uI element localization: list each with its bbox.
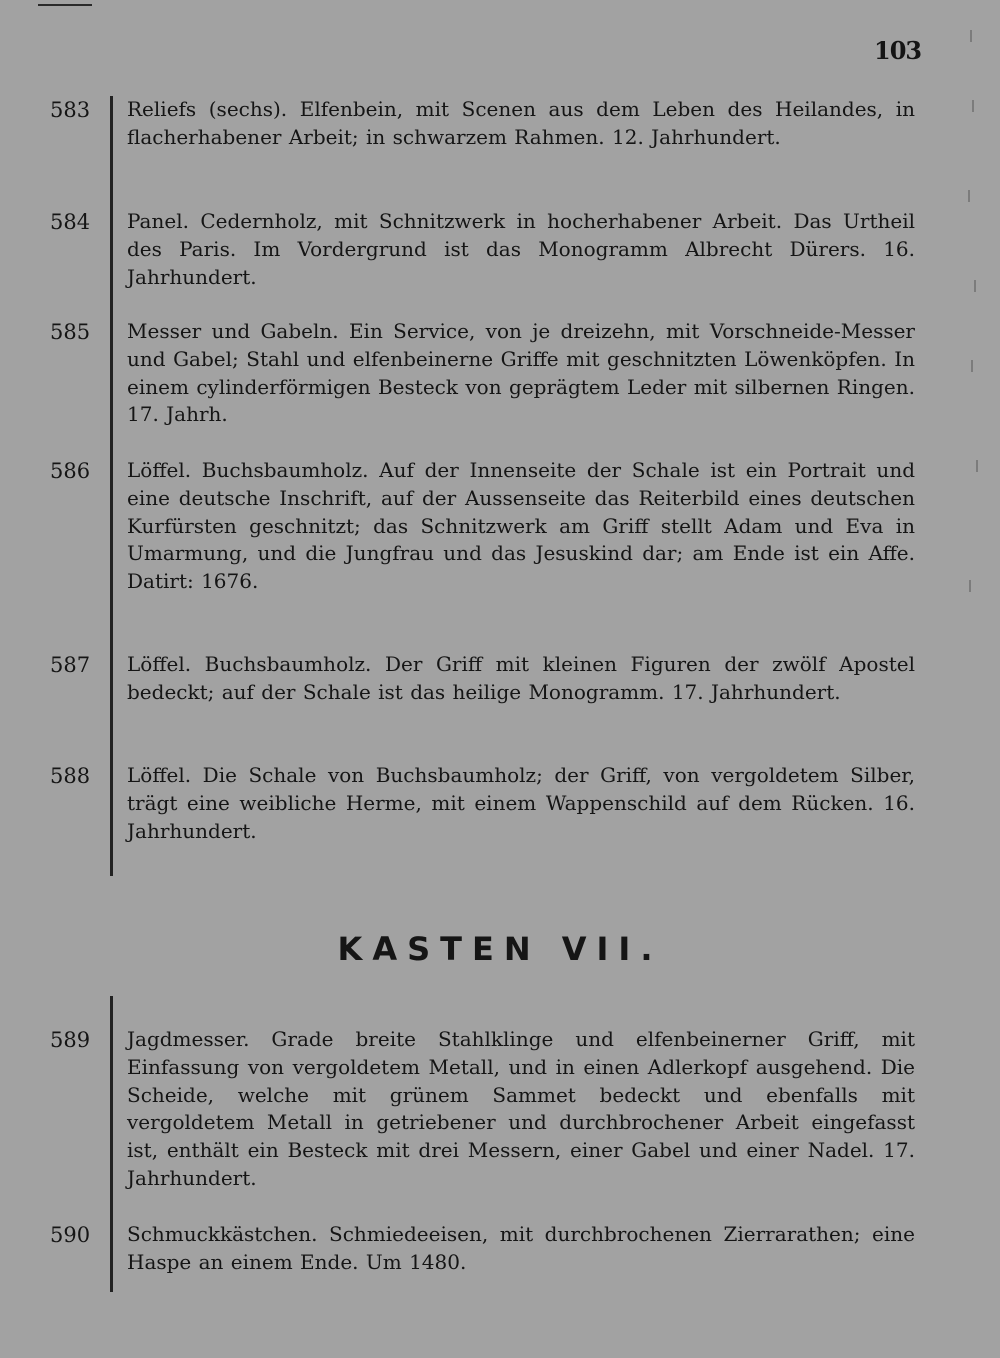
entry-text-588: Löffel. Die Schale von Buchsbaumholz; der Griff, von vergoldetem Silber, trägt eine weibliche Herme, mit einem Wappenschild auf dem Rücken. 16. Jahrhundert.	[127, 763, 915, 843]
entry-text-585: Messer und Gabeln. Ein Service, von je dreizehn, mit Vorschneide-Messer und Gabel; Stahl und elfenbeinerne Griffe mit geschnitzten Löwenköpfen. In einem cylinderförmigen Besteck von geprägtem Leder mit silbernen Ringen. 17. Jahrh.	[127, 319, 915, 427]
section-b-rule	[110, 996, 113, 1292]
entry-number-583: 583	[50, 98, 91, 122]
entry-number-587: 587	[50, 653, 91, 677]
entry-number-585: 585	[50, 320, 91, 344]
entry-number-590: 590	[50, 1223, 91, 1247]
entry-text-590: Schmuckkästchen. Schmiedeeisen, mit durchbrochenen Zierrarathen; eine Haspe an einem Ende. Um 1480.	[127, 1222, 915, 1274]
entry-text-586: Löffel. Buchsbaumholz. Auf der Innenseite der Schale ist ein Portrait und eine deutsche Inschrift, auf der Aussenseite das Reiterbild eines deutschen Kurfürsten geschnitzt; das Schnitzwerk am Griff stellt Adam und Eva in Umarmung, und die Jungfrau und das Jesuskind dar; am Ende ist ein Affe. Datirt: 1676.	[127, 458, 915, 594]
section-heading: KASTEN VII.	[337, 930, 663, 968]
entry-number-586: 586	[50, 459, 91, 483]
top-rule	[38, 4, 92, 6]
entry-text-589: Jagdmesser. Grade breite Stahlklinge und elfenbeinerner Griff, mit Einfassung von vergoldetem Metall, und in einen Adlerkopf ausgehend. Die Scheide, welche mit grünem Sammet bedeckt und ebenfalls mit vergoldetem Metall in getriebener und durchbrochener Arbeit eingefasst ist, enthält ein Besteck mit drei Messern, einer Gabel und einer Nadel. 17. Jahrhundert.	[127, 1027, 915, 1190]
page-edge-marks	[962, 20, 982, 720]
page-number: 103	[874, 36, 922, 65]
entry-number-584: 584	[50, 210, 91, 234]
entry-number-589: 589	[50, 1028, 91, 1052]
section-a-rule	[110, 96, 113, 876]
entry-text-584: Panel. Cedernholz, mit Schnitzwerk in hocherhabener Arbeit. Das Urtheil des Paris. Im Vordergrund ist das Monogramm Albrecht Dürers. 16. Jahrhundert.	[127, 209, 915, 289]
entry-number-588: 588	[50, 764, 91, 788]
entry-text-587: Löffel. Buchsbaumholz. Der Griff mit kleinen Figuren der zwölf Apostel bedeckt; auf der Schale ist das heilige Monogramm. 17. Jahrhundert.	[127, 652, 915, 704]
entry-text-583: Reliefs (sechs). Elfenbein, mit Scenen aus dem Leben des Heilandes, in flacherhabener Arbeit; in schwarzem Rahmen. 12. Jahrhundert.	[127, 97, 915, 149]
